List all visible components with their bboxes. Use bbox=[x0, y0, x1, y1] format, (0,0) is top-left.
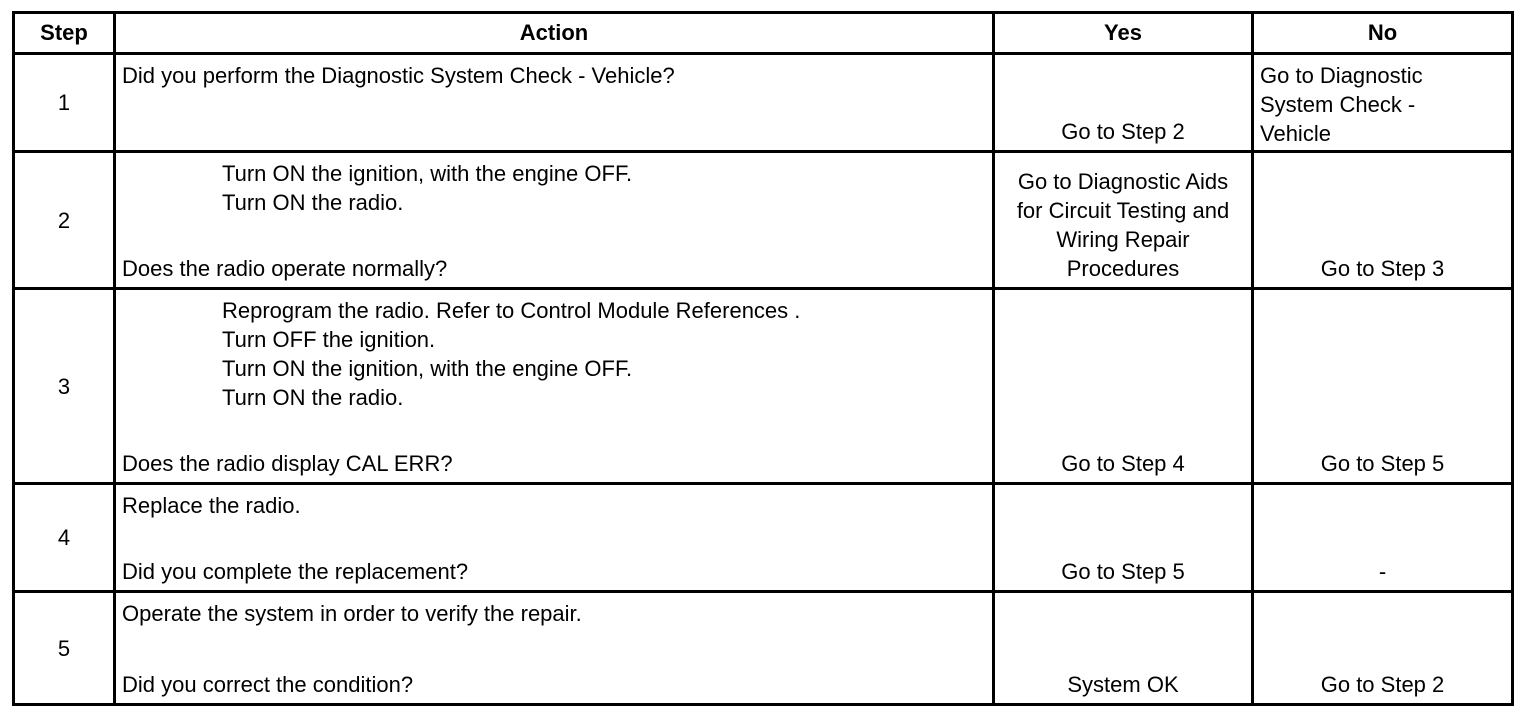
header-yes: Yes bbox=[995, 14, 1254, 55]
no-line: Go to Step 3 bbox=[1320, 256, 1445, 281]
action-question: Did you complete the replacement? bbox=[122, 559, 469, 584]
yes-line: Go to Diagnostic Aids bbox=[1017, 169, 1229, 194]
yes-line: Go to Step 5 bbox=[1061, 559, 1185, 584]
no-cell bbox=[1254, 593, 1511, 703]
no-cell bbox=[1254, 290, 1511, 485]
action-question: Did you correct the condition? bbox=[122, 672, 414, 697]
yes-line: Go to Step 2 bbox=[1061, 119, 1185, 144]
yes-cell bbox=[995, 593, 1254, 703]
no-cell bbox=[1254, 153, 1511, 290]
diagnostic-table bbox=[12, 11, 1514, 706]
yes-line: System OK bbox=[1067, 672, 1179, 697]
step-number: 5 bbox=[15, 593, 116, 703]
action-steps bbox=[122, 159, 986, 217]
no-cell bbox=[1254, 485, 1511, 593]
no-line: Go to Diagnostic bbox=[1260, 63, 1423, 88]
yes-cell bbox=[995, 55, 1254, 153]
yes-cell bbox=[995, 290, 1254, 485]
yes-line: Wiring Repair bbox=[1056, 227, 1190, 252]
action-cell bbox=[116, 485, 995, 593]
action-cell bbox=[116, 55, 995, 153]
action-cell bbox=[116, 593, 995, 703]
action-question: Does the radio operate normally? bbox=[122, 256, 448, 281]
no-cell bbox=[1254, 55, 1511, 153]
header-no: No bbox=[1254, 14, 1511, 55]
action-step: Turn ON the radio. bbox=[222, 190, 404, 215]
yes-cell bbox=[995, 485, 1254, 593]
yes-cell bbox=[995, 153, 1254, 290]
step-number: 1 bbox=[15, 55, 116, 153]
no-line: Go to Step 2 bbox=[1320, 672, 1445, 697]
action-question: Does the radio display CAL ERR? bbox=[122, 451, 453, 476]
yes-line: Procedures bbox=[1066, 256, 1180, 281]
no-line: - bbox=[1378, 559, 1387, 584]
action-statement: Replace the radio. bbox=[122, 493, 301, 518]
action-step: Turn ON the radio. bbox=[222, 385, 404, 410]
yes-line: for Circuit Testing and bbox=[1016, 198, 1230, 223]
action-cell bbox=[116, 153, 995, 290]
action-steps bbox=[122, 296, 986, 412]
header-step: Step bbox=[15, 14, 116, 55]
no-line: Go to Step 5 bbox=[1320, 451, 1445, 476]
action-step: Turn ON the ignition, with the engine OFF. bbox=[222, 356, 633, 381]
action-cell bbox=[116, 290, 995, 485]
action-statement: Operate the system in order to verify the repair. bbox=[122, 601, 582, 626]
action-step: Reprogram the radio. Refer to Control Module References . bbox=[222, 298, 801, 323]
yes-line: Go to Step 4 bbox=[1061, 451, 1185, 476]
action-step: Turn ON the ignition, with the engine OFF. bbox=[222, 161, 633, 186]
action-step: Turn OFF the ignition. bbox=[222, 327, 436, 352]
step-number: 4 bbox=[15, 485, 116, 593]
no-line: System Check - bbox=[1260, 92, 1416, 117]
action-statement: Did you perform the Diagnostic System Check - Vehicle? bbox=[122, 63, 675, 88]
no-line: Vehicle bbox=[1260, 121, 1331, 146]
header-action: Action bbox=[116, 14, 995, 55]
step-number: 3 bbox=[15, 290, 116, 485]
step-number: 2 bbox=[15, 153, 116, 290]
